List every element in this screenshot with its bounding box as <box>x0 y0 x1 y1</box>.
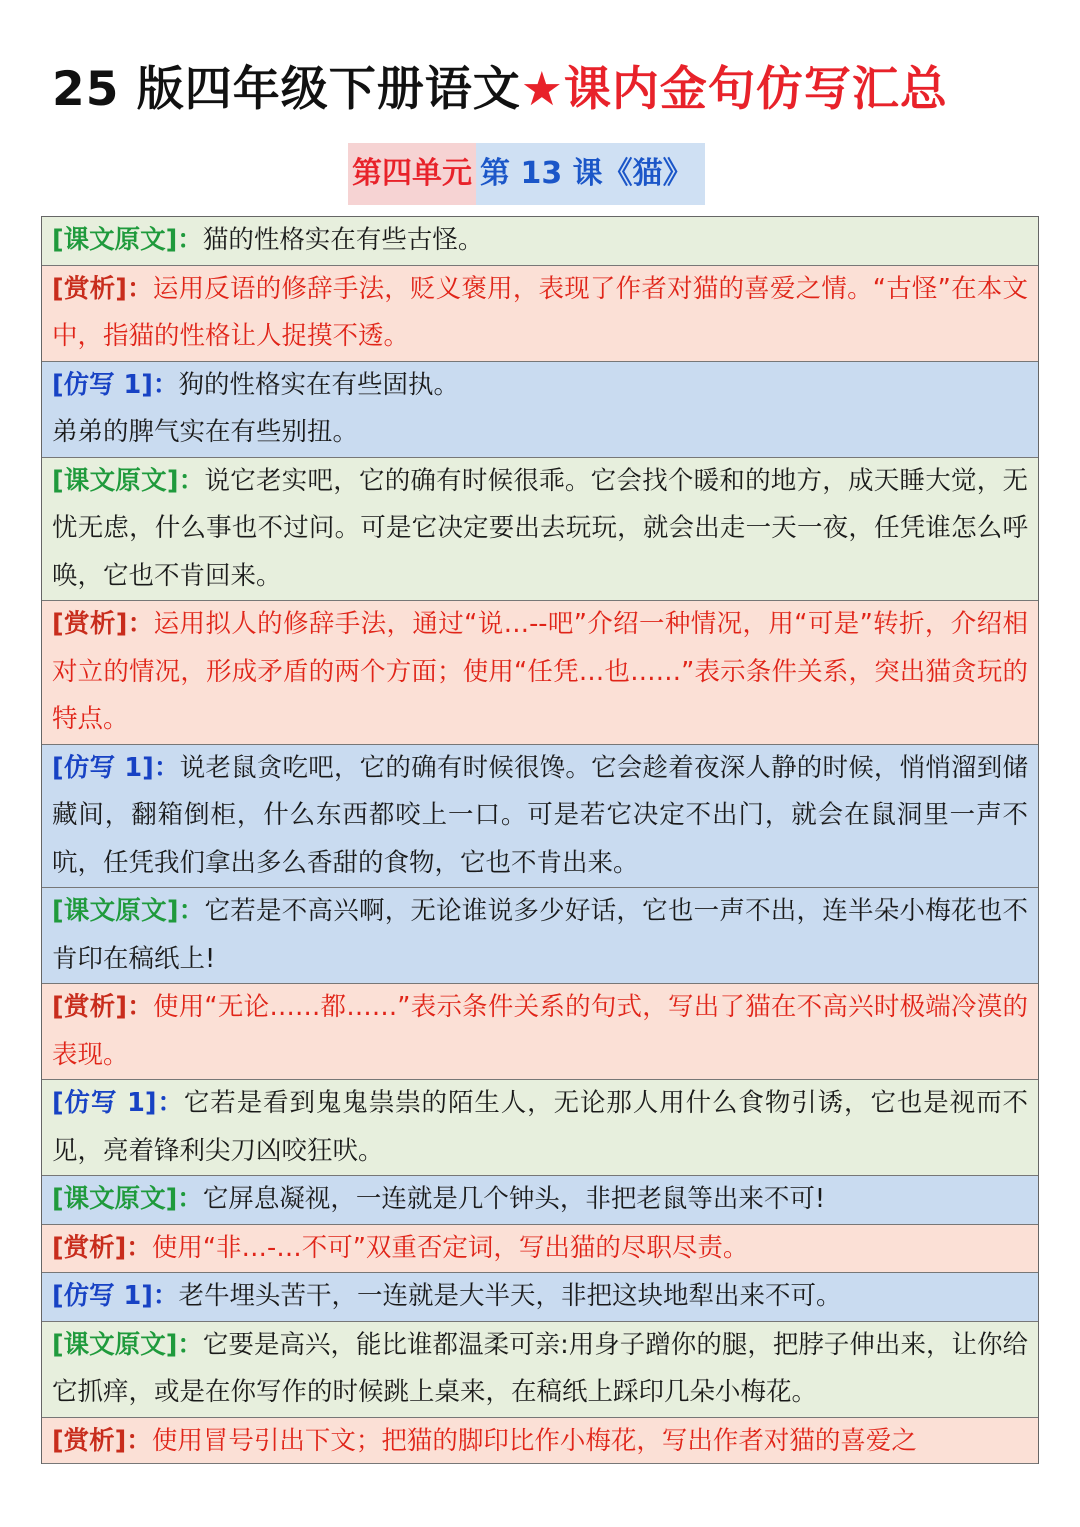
unit-label: 第四单元 <box>348 143 476 205</box>
row-text: 使用“无论……都……”表示条件关系的句式，写出了猫在不高兴时极端冷漠的表现。 <box>52 992 1028 1070</box>
row-label: [赏析]： <box>52 992 153 1022</box>
row-text: 运用拟人的修辞手法，通过“说…--吧”介绍一种情况，用“可是”转折，介绍相对立的情况，形成矛盾的两个方面；使用“任凭…也……”表示条件关系，突出猫贪玩的特点。 <box>52 609 1029 734</box>
row-text: 它要是高兴，能比谁都温柔可亲:用身子蹭你的腿，把脖子伸出来，让你给它抓痒，或是在你写作的时候跳上桌来，在稿纸上踩印几朵小梅花。 <box>52 1329 1029 1407</box>
row-label: [仿写 1]： <box>52 369 179 400</box>
original-row <box>42 1322 1038 1418</box>
row-label: [课文原文]： <box>52 1184 203 1214</box>
imitation-row <box>42 745 1038 889</box>
original-row <box>42 458 1038 602</box>
row-label: [课文原文]： <box>52 896 205 926</box>
row-text: 运用反语的修辞手法，贬义褒用，表现了作者对猫的喜爱之情。“古怪”在本文中，指猫的性格让人捉摸不透。 <box>52 273 1028 351</box>
row-text: 它若是看到鬼鬼祟祟的陌生人，无论那人用什么食物引诱，它也是视而不见，亮着锋利尖刀凶咬狂吠。 <box>52 1088 1028 1166</box>
row-text-2: 弟弟的脾气实在有些别扭。 <box>52 417 359 447</box>
page-title <box>52 58 1052 122</box>
row-label: [仿写 1]： <box>52 752 180 783</box>
row-label: [课文原文]： <box>52 465 205 496</box>
row-text: 猫的性格实在有些古怪。 <box>202 225 484 255</box>
lesson-heading <box>348 143 705 205</box>
title-part2: ★课内金句仿写汇总 <box>520 62 948 117</box>
imitation-row <box>42 1273 1038 1322</box>
analysis-row <box>42 266 1038 362</box>
row-text: 它若是不高兴啊，无论谁说多少好话，它也一声不出，连半朵小梅花也不肯印在稿纸上! <box>52 896 1028 974</box>
original-row <box>42 1176 1038 1225</box>
imitation-row <box>42 1080 1038 1176</box>
row-text: 使用冒号引出下文；把猫的脚印比作小梅花，写出作者对猫的喜爱之 <box>151 1425 917 1456</box>
row-label: [赏析]： <box>52 1425 152 1456</box>
analysis-row <box>42 984 1038 1080</box>
row-label: [仿写 1]： <box>52 1088 184 1118</box>
row-text: 使用“非…-…不可”双重否定词，写出猫的尽职尽责。 <box>151 1232 749 1263</box>
row-label: [赏析]： <box>52 273 153 304</box>
analysis-row <box>42 1418 1038 1464</box>
row-label: [仿写 1]： <box>52 1281 179 1311</box>
row-text: 说它老实吧，它的确有时候很乖。它会找个暖和的地方，成天睡大觉，无忧无虑，什么事也不过问。可是它决定要出去玩玩，就会出走一天一夜，任凭谁怎么呼唤，它也不肯回来。 <box>52 465 1028 591</box>
row-label: [课文原文]： <box>52 1329 203 1360</box>
row-text: 说老鼠贪吃吧，它的确有时候很馋。它会趁着夜深人静的时候，悄悄溜到储藏间，翻箱倒柜，什么东西都咬上一口。可是若它决定不出门，就会在鼠洞里一声不吭，任凭我们拿出多么香甜的食物，它也不肯出来。 <box>52 752 1028 878</box>
row-text: 它屏息凝视，一连就是几个钟头，非把老鼠等出来不可! <box>202 1184 826 1214</box>
title-part1: 25 版四年级下册语文 <box>52 62 521 117</box>
original-row <box>42 888 1038 984</box>
sentence-table <box>41 216 1039 1464</box>
row-label: [赏析]： <box>52 609 154 639</box>
imitation-row <box>42 362 1038 458</box>
analysis-row <box>42 601 1038 745</box>
row-label: [课文原文]： <box>52 225 203 255</box>
lesson-label: 第 13 课《猫》 <box>476 143 705 205</box>
row-label: [赏析]： <box>52 1232 152 1263</box>
row-text: 老牛埋头苦干，一连就是大半天，非把这块地犁出来不可。 <box>178 1281 842 1311</box>
original-row <box>42 217 1038 266</box>
analysis-row <box>42 1225 1038 1274</box>
row-text: 狗的性格实在有些固执。 <box>178 369 459 400</box>
